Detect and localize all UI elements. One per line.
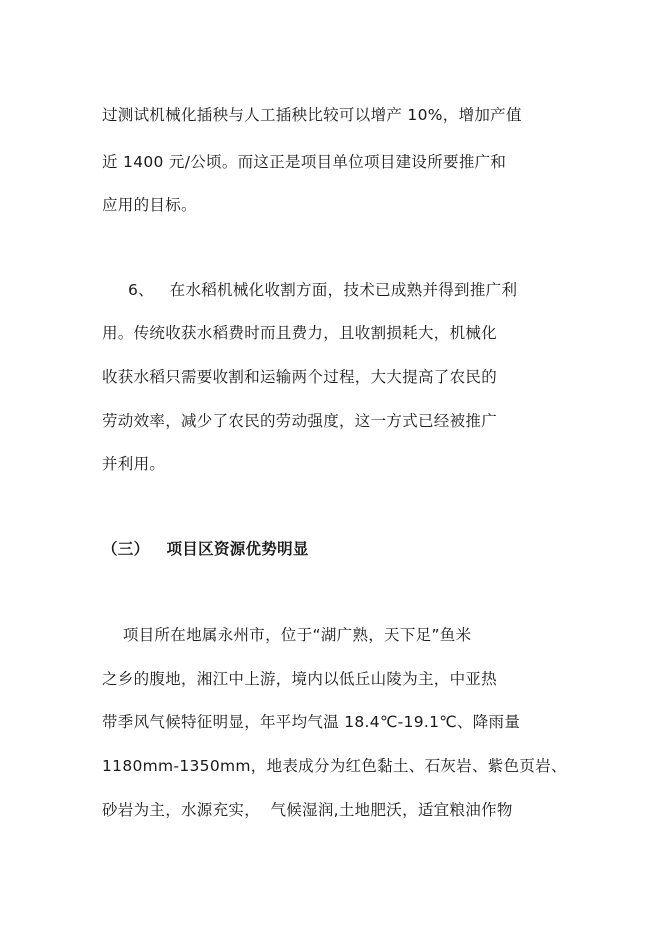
text-line: 劳动效率，减少了农民的劳动强度，这一方式已经被推广 (102, 412, 498, 430)
text-line: 并利用。 (102, 455, 166, 473)
text-line: 砂岩为主，水源充实， 气候湿润,土地肥沃，适宜粮油作物 (102, 801, 513, 819)
text-line: 项目所在地属永州市，位于“湖广熟，天下足”鱼米 (102, 626, 472, 644)
text-line: 近 1400 元/公顷。而这正是项目单位项目建设所要推广和 (102, 153, 507, 171)
text-line: 带季风气候特征明显，年平均气温 18.4℃-19.1℃、降雨量 (102, 713, 521, 731)
text-line: 之乡的腹地，湘江中上游，境内以低丘山陵为主，中亚热 (102, 670, 498, 688)
text-line: 过测试机械化插秧与人工插秧比较可以增产 10%，增加产值 (102, 106, 522, 124)
text-line: 1180mm-1350mm，地表成分为红色黏土、石灰岩、紫色页岩、 (102, 757, 567, 775)
section-heading: （三） 项目区资源优势明显 (102, 540, 309, 558)
text-line: 用。传统收获水稻费时而且费力，且收割损耗大，机械化 (102, 324, 498, 342)
text-line: 6、 在水稻机械化收割方面，技术已成熟并得到推广利 (128, 281, 518, 299)
text-line: 应用的目标。 (102, 196, 197, 214)
text-line: 收获水稻只需要收割和运输两个过程，大大提高了农民的 (102, 368, 498, 386)
